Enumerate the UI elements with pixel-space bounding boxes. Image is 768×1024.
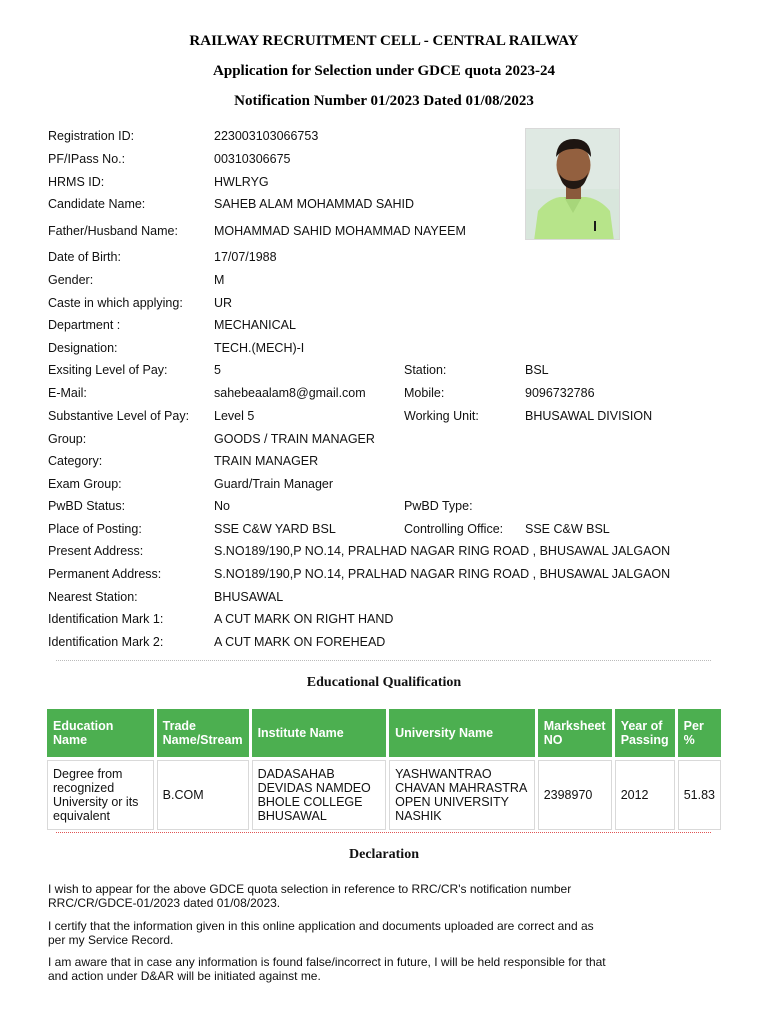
table-row	[47, 760, 721, 830]
value-gender: M	[214, 273, 225, 287]
label-father-name: Father/Husband Name:	[48, 224, 178, 238]
label-group: Group:	[48, 432, 87, 446]
label-department: Department :	[48, 318, 121, 332]
cell-education-name: Degree from recognized University or its equivalent	[47, 760, 154, 830]
label-id-mark-2: Identification Mark 2:	[48, 635, 164, 649]
notification-number: Notification Number 01/2023 Dated 01/08/2023	[234, 93, 534, 109]
value-hrms-id: HWLRYG	[214, 175, 269, 189]
candidate-photo-image	[526, 129, 620, 240]
col-percentage: Per %	[678, 709, 721, 757]
value-working-unit: BHUSAWAL DIVISION	[525, 409, 653, 423]
label-gender: Gender:	[48, 273, 94, 287]
value-controlling-office: SSE C&W BSL	[525, 522, 610, 536]
col-trade-stream: Trade Name/Stream	[157, 709, 249, 757]
value-group: GOODS / TRAIN MANAGER	[214, 432, 375, 446]
cell-trade-stream: B.COM	[157, 760, 249, 830]
separator-red	[56, 832, 711, 833]
value-id-mark-1: A CUT MARK ON RIGHT HAND	[214, 612, 394, 626]
label-caste: Caste in which applying:	[48, 296, 183, 310]
value-station: BSL	[525, 363, 549, 377]
label-hrms-id: HRMS ID:	[48, 175, 105, 189]
label-pwbd-status: PwBD Status:	[48, 499, 126, 513]
cell-university-name: YASHWANTRAO CHAVAN MAHRASTRA OPEN UNIVERSITY NASHIK	[389, 760, 535, 830]
col-institute-name: Institute Name	[252, 709, 387, 757]
col-year-of-passing: Year of Passing	[615, 709, 675, 757]
label-category: Category:	[48, 454, 103, 468]
value-registration-id: 223003103066753	[214, 129, 319, 143]
col-university-name: University Name	[389, 709, 535, 757]
value-candidate-name: SAHEB ALAM MOHAMMAD SAHID	[214, 197, 415, 211]
education-header-row	[47, 709, 721, 757]
value-place-of-posting: SSE C&W YARD BSL	[214, 522, 336, 536]
value-exam-group: Guard/Train Manager	[214, 477, 334, 491]
value-caste: UR	[214, 296, 233, 310]
label-pwbd-type: PwBD Type:	[404, 499, 473, 513]
label-existing-pay-level: Exsiting Level of Pay:	[48, 363, 168, 377]
label-dob: Date of Birth:	[48, 250, 121, 264]
value-email: sahebeaalam8@gmail.com	[214, 386, 366, 400]
education-table	[44, 706, 724, 833]
declaration-paragraph-2: I certify that the information given in this online application and documents uploaded are correct and as per my Service Record.	[48, 919, 594, 947]
label-email: E-Mail:	[48, 386, 87, 400]
label-permanent-address: Permanent Address:	[48, 567, 162, 581]
value-pf-ipass: 00310306675	[214, 152, 291, 166]
value-mobile: 9096732786	[525, 386, 595, 400]
cell-institute-name: DADASAHAB DEVIDAS NAMDEO BHOLE COLLEGE BHUSAWAL	[252, 760, 387, 830]
label-station: Station:	[404, 363, 447, 377]
header-title: RAILWAY RECRUITMENT CELL - CENTRAL RAILWAY	[189, 33, 579, 49]
col-education-name: Education Name	[47, 709, 154, 757]
value-dob: 17/07/1988	[214, 250, 277, 264]
cell-year-of-passing: 2012	[615, 760, 675, 830]
header-subtitle: Application for Selection under GDCE quota 2023-24	[213, 63, 555, 79]
cell-marksheet-no: 2398970	[538, 760, 612, 830]
label-pf-ipass: PF/IPass No.:	[48, 152, 126, 166]
candidate-photo	[525, 128, 620, 240]
value-present-address: S.NO189/190,P NO.14, PRALHAD NAGAR RING ROAD , BHUSAWAL JALGAON	[214, 544, 671, 558]
education-section-title: Educational Qualification	[306, 675, 462, 690]
value-department: MECHANICAL	[214, 318, 296, 332]
declaration-paragraph-1: I wish to appear for the above GDCE quota selection in reference to RRC/CR's notification number RRC/CR/GDCE-01/2023 dated 01/08/2023.	[48, 882, 572, 910]
value-pwbd-status: No	[214, 499, 230, 513]
value-id-mark-2: A CUT MARK ON FOREHEAD	[214, 635, 386, 649]
value-substantive-pay-level: Level 5	[214, 409, 255, 423]
label-substantive-pay-level: Substantive Level of Pay:	[48, 409, 190, 423]
col-marksheet-no: Marksheet NO	[538, 709, 612, 757]
label-id-mark-1: Identification Mark 1:	[48, 612, 164, 626]
declaration-paragraph-3: I am aware that in case any information is found false/incorrect in future, I will be held responsible for that and action under D&AR will be initiated against me.	[48, 955, 606, 983]
label-designation: Designation:	[48, 341, 118, 355]
label-exam-group: Exam Group:	[48, 477, 122, 491]
label-place-of-posting: Place of Posting:	[48, 522, 142, 536]
label-mobile: Mobile:	[404, 386, 445, 400]
value-nearest-station: BHUSAWAL	[214, 590, 284, 604]
label-controlling-office: Controlling Office:	[404, 522, 504, 536]
label-nearest-station: Nearest Station:	[48, 590, 138, 604]
label-present-address: Present Address:	[48, 544, 144, 558]
value-existing-pay-level: 5	[214, 363, 221, 377]
value-designation: TECH.(MECH)-I	[214, 341, 305, 355]
label-working-unit: Working Unit:	[404, 409, 479, 423]
value-category: TRAIN MANAGER	[214, 454, 319, 468]
label-candidate-name: Candidate Name:	[48, 197, 146, 211]
cell-percentage: 51.83	[678, 760, 721, 830]
value-father-name: MOHAMMAD SAHID MOHAMMAD NAYEEM	[214, 224, 466, 238]
separator	[56, 660, 711, 661]
label-registration-id: Registration ID:	[48, 129, 135, 143]
declaration-title: Declaration	[349, 847, 419, 862]
value-permanent-address: S.NO189/190,P NO.14, PRALHAD NAGAR RING ROAD , BHUSAWAL JALGAON	[214, 567, 671, 581]
